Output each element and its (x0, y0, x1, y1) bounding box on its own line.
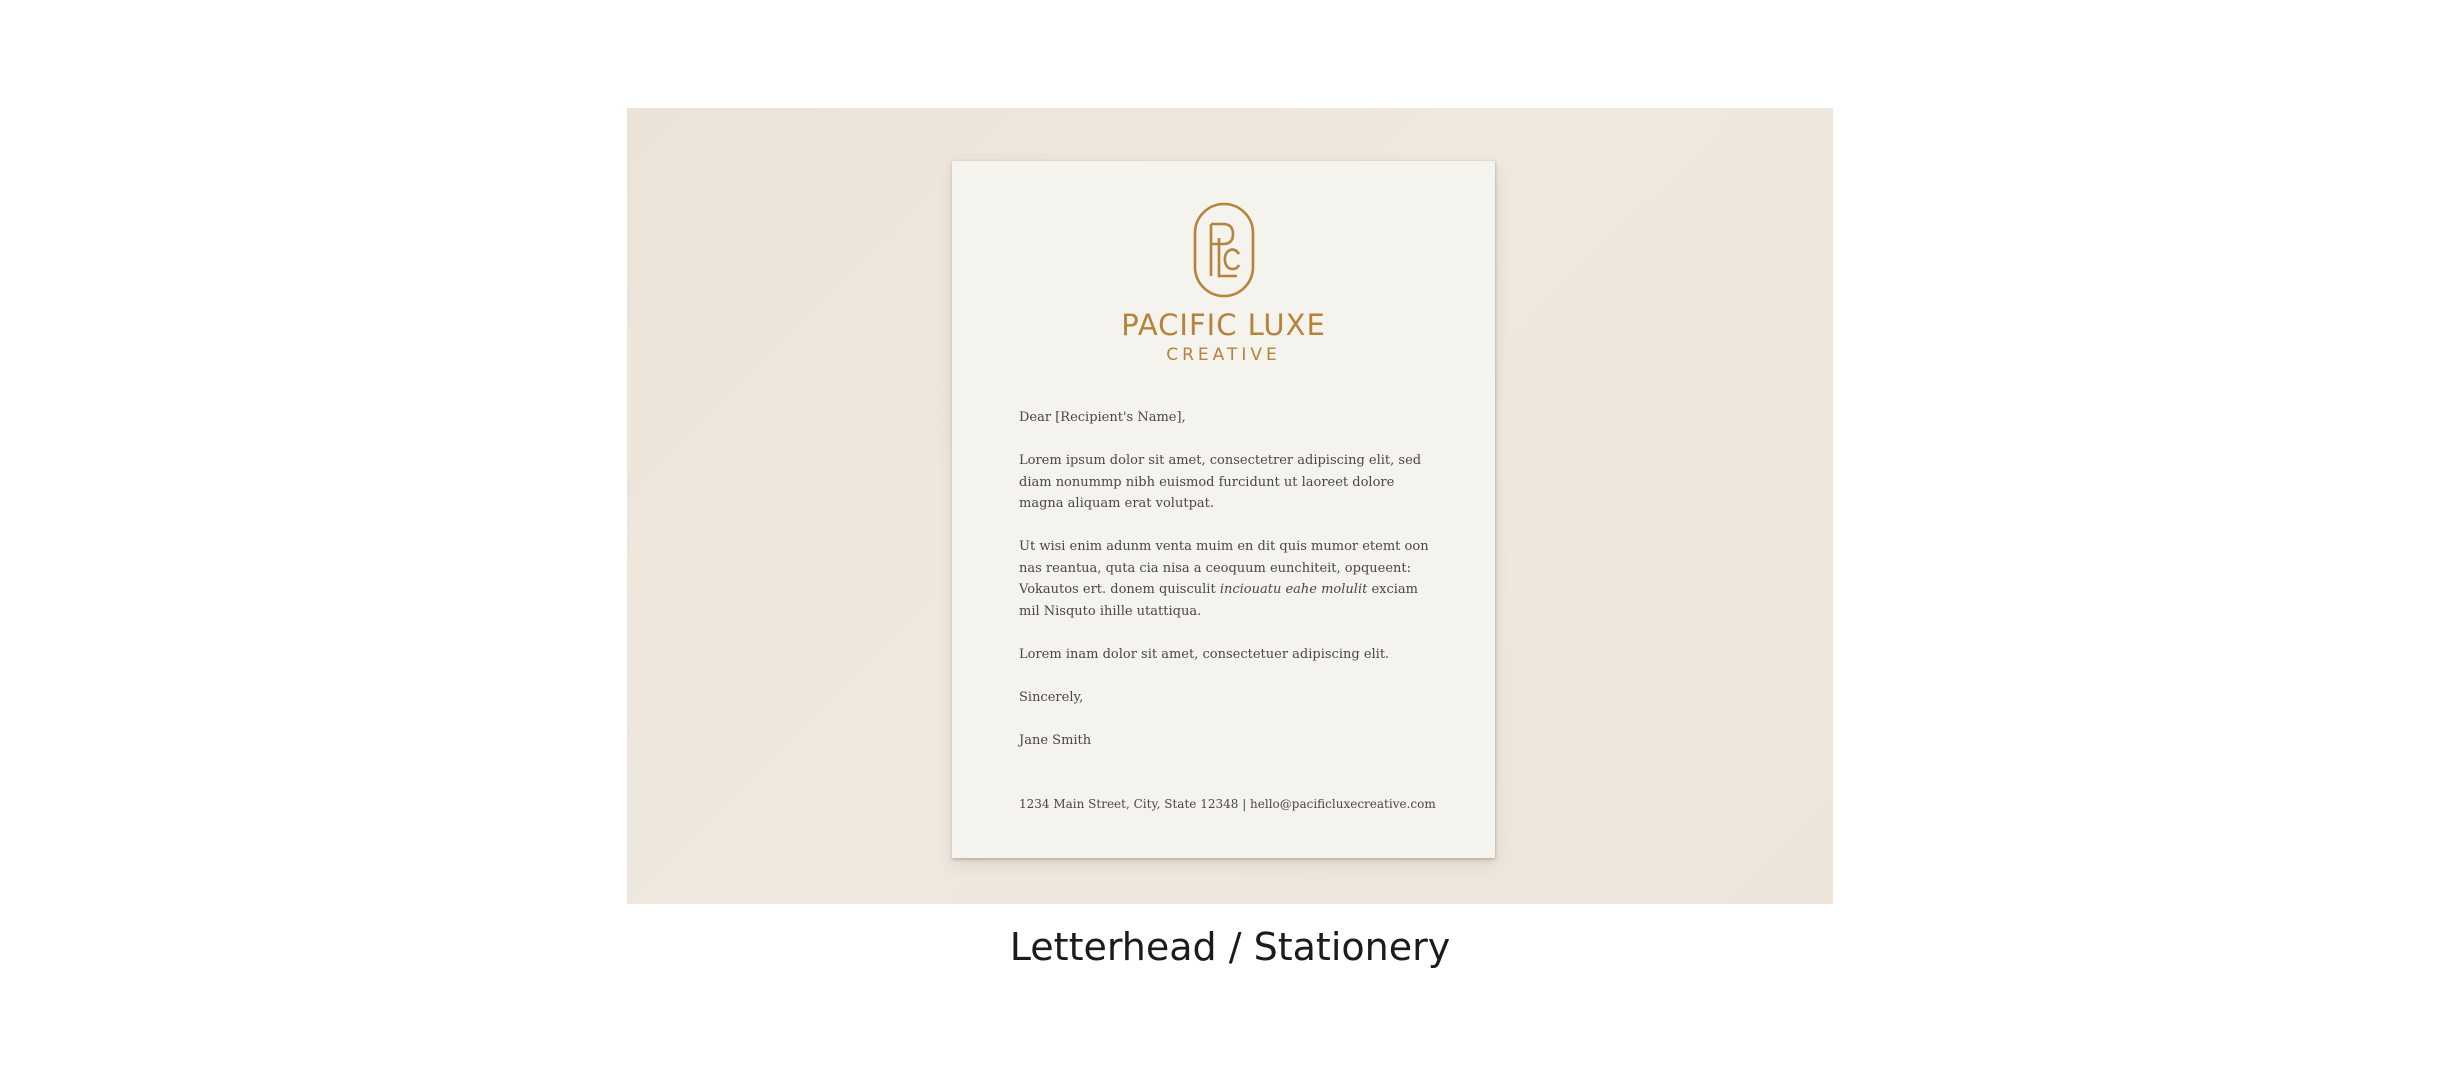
paragraph-2-end: exciam mil Nisquto ihille utattiqua. (1019, 582, 1419, 619)
letter-footer-address: 1234 Main Street, City, State 12348 | hello@pacificluxecreative.com (1019, 797, 1436, 811)
brand-name: PACIFIC LUXE (1121, 308, 1326, 342)
paragraph-3: Lorem inam dolor sit amet, consectetuer adipiscing elit. (1019, 646, 1390, 662)
monogram-logo (1193, 202, 1255, 298)
paragraph-2-italic: inciouatu eahe molulit (1219, 582, 1368, 597)
closing: Sincerely, (1019, 689, 1084, 705)
paragraph-1: Lorem ipsum dolor sit amet, consectetrer adipiscing elit, sed diam nonummp nibh euismod furcidunt ut laoreet dolore magna aliquam erat volutpat. (1019, 453, 1422, 511)
letterhead-mockup-image (627, 108, 1833, 904)
letterhead-paper (952, 161, 1495, 858)
letter-body (1019, 407, 1439, 773)
salutation: Dear [Recipient's Name], (1019, 410, 1186, 425)
paragraph-2 (1019, 536, 1439, 622)
signature: Jane Smith (1019, 732, 1092, 748)
caption: Letterhead / Stationery (1009, 925, 1451, 969)
brand-subtitle: CREATIVE (1166, 345, 1281, 365)
paragraph-2-start: Ut wisi enim adunm venta muim en dit quis mumor etemt oon nas reantua, quta cia nisa a ceoquum eunchiteit, opqueent: Vokautos ert. donem quisculit (1019, 539, 1429, 597)
